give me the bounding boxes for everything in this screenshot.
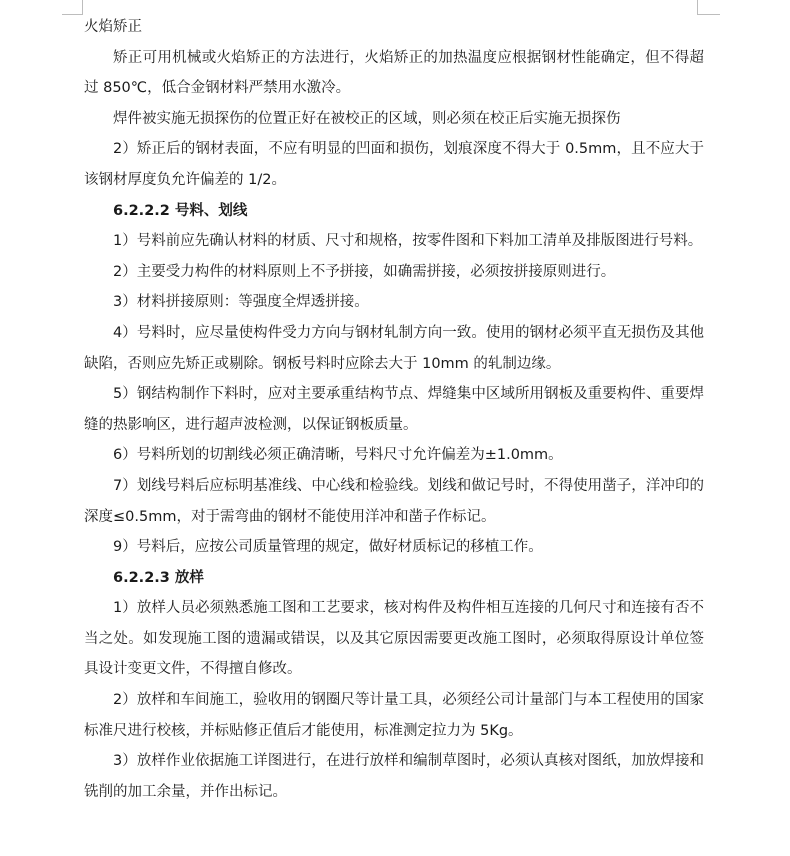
paragraph: 2）放样和车间施工，验收用的钢圈尺等计量工具，必须经公司计量部门与本工程使用的国家标准尺进行校核，并标贴修正值后才能使用，标准测定拉力为 5Kg。 (84, 692, 704, 739)
paragraph: 1）号料前应先确认材料的材质、尺寸和规格，按零件图和下料加工清单及排版图进行号料。 (113, 233, 703, 250)
paragraph: 火焰矫正 (84, 19, 142, 35)
paragraph: 5）钢结构制作下料时，应对主要承重结构节点、焊缝集中区域所用钢板及重要构件、重要焊缝的热影响区，进行超声波检测，以保证钢板质量。 (84, 386, 704, 433)
paragraph: 2）矫正后的钢材表面，不应有明显的凹面和损伤，划痕深度不得大于 0.5mm，且不应大于该钢材厚度负允许偏差的 1/2。 (84, 141, 704, 188)
section-heading: 6.2.2.3 放样 (113, 569, 204, 586)
paragraph: 9）号料后，应按公司质量管理的规定，做好材质标记的移植工作。 (113, 539, 543, 556)
paragraph: 矫正可用机械或火焰矫正的方法进行，火焰矫正的加热温度应根据钢材性能确定，但不得超过 850℃，低合金钢材料严禁用水激冷。 (84, 49, 704, 97)
paragraph: 3）材料拼接原则：等强度全焊透拼接。 (113, 294, 369, 311)
paragraph: 焊件被实施无损探伤的位置正好在被校正的区域，则必须在校正后实施无损探伤 (113, 110, 621, 127)
document-body (84, 12, 704, 807)
paragraph: 1）放样人员必须熟悉施工图和工艺要求，核对构件及构件相互连接的几何尺寸和连接有否不当之处。如发现施工图的遗漏或错误，以及其它原因需要更改施工图时，必须取得原设计单位签具设计变更文件，不得擅自修改。 (84, 600, 704, 678)
paragraph: 4）号料时，应尽量使构件受力方向与钢材轧制方向一致。使用的钢材必须平直无损伤及其他缺陷，否则应先矫正或剔除。钢板号料时应除去大于 10mm 的轧制边缘。 (84, 324, 704, 372)
paragraph: 2）主要受力构件的材料原则上不予拼接，如确需拼接，必须按拼接原则进行。 (113, 263, 616, 280)
section-heading: 6.2.2.2 号料、划线 (113, 202, 248, 219)
page-corner-mark-left (62, 0, 83, 15)
paragraph: 3）放样作业依据施工详图进行，在进行放样和编制草图时，必须认真核对图纸，加放焊接和铣削的加工余量，并作出标记。 (84, 753, 704, 800)
paragraph: 7）划线号料后应标明基准线、中心线和检验线。划线和做记号时，不得使用凿子，洋冲印的深度≤0.5mm，对于需弯曲的钢材不能使用洋冲和凿子作标记。 (84, 477, 704, 525)
paragraph: 6）号料所划的切割线必须正确清晰，号料尺寸允许偏差为±1.0mm。 (113, 447, 563, 464)
